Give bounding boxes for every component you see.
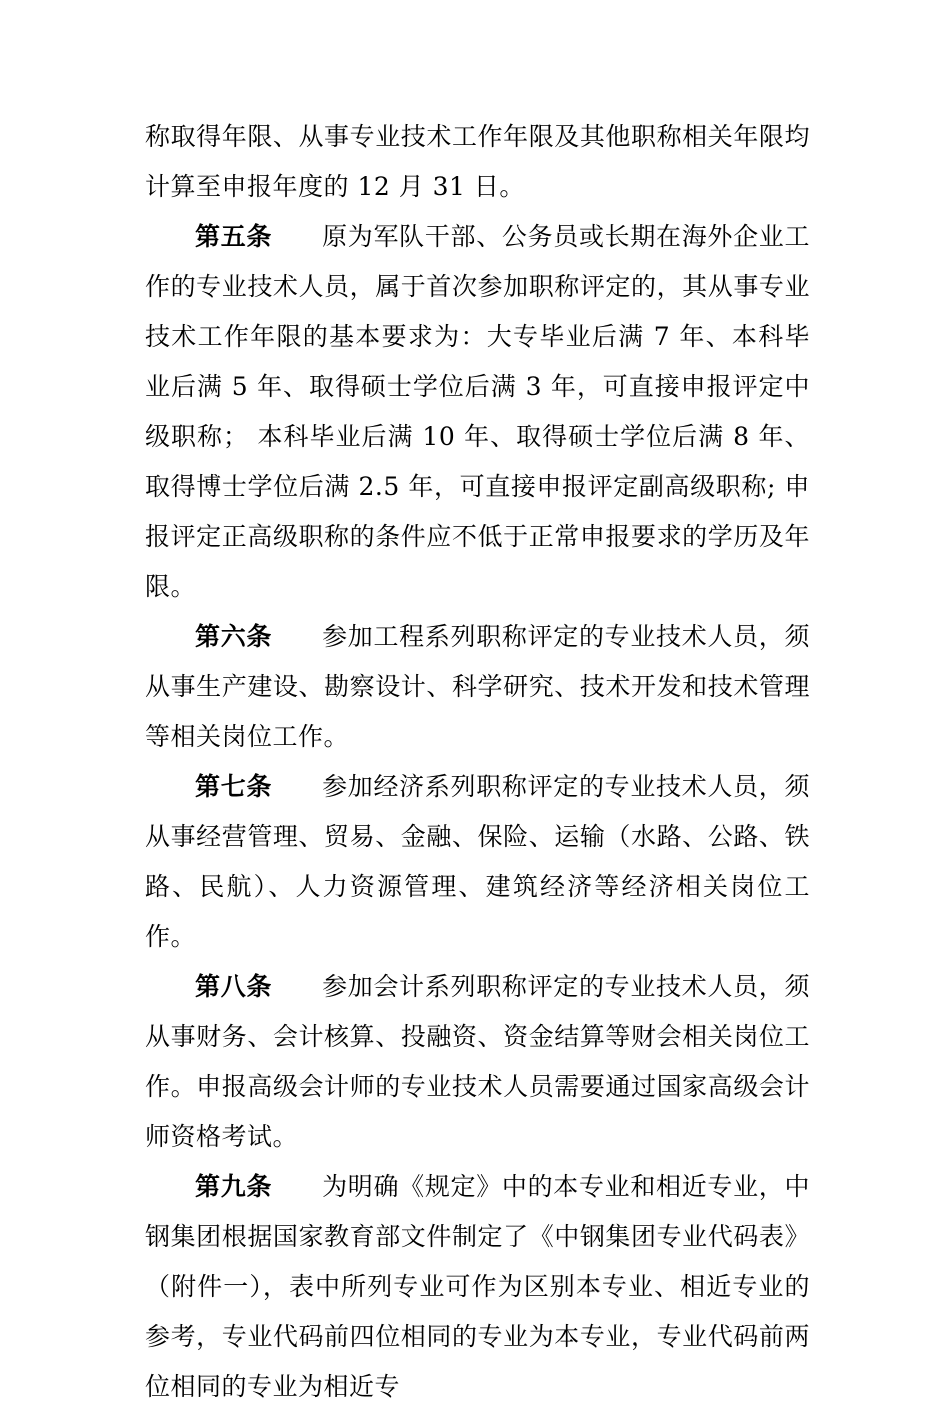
article-heading: 第七条 xyxy=(195,772,273,801)
article-text: 为明确《规定》中的本专业和相近专业，中钢集团根据国家教育部文件制定了《中钢集团专业代码表》（附件一），表中所列专业可作为区别本专业、相近专业的参考，专业代码前四位相同的专业为本专业，专业代码前两位相同的专业为相近专 xyxy=(145,1172,810,1401)
article-heading: 第五条 xyxy=(195,222,273,251)
article-heading: 第八条 xyxy=(195,972,273,1001)
article-5 xyxy=(145,212,810,612)
article-text: 参加经济系列职称评定的专业技术人员，须从事经营管理、贸易、金融、保险、运输（水路、公路、铁路、民航）、人力资源管理、建筑经济等经济相关岗位工作。 xyxy=(145,772,810,951)
article-6 xyxy=(145,612,810,762)
document-body xyxy=(145,112,810,1412)
article-8 xyxy=(145,962,810,1162)
article-heading: 第六条 xyxy=(195,622,273,651)
article-text: 参加工程系列职称评定的专业技术人员，须从事生产建设、勘察设计、科学研究、技术开发和技术管理等相关岗位工作。 xyxy=(145,622,810,751)
article-7 xyxy=(145,762,810,962)
paragraph-text: 称取得年限、从事专业技术工作年限及其他职称相关年限均计算至申报年度的 12 月 31 日。 xyxy=(145,122,810,201)
article-9 xyxy=(145,1162,810,1412)
paragraph-continuation xyxy=(145,112,810,212)
article-text: 原为军队干部、公务员或长期在海外企业工作的专业技术人员，属于首次参加职称评定的，其从事专业技术工作年限的基本要求为：大专毕业后满 7 年、本科毕业后满 5 年、取得硕士学位后满 3 年，可直接申报评定中级职称； 本科毕业后满 10 年、取得硕士学位后满 8 年、取得博士学位后满 2.5 年，可直接申报评定副高级职称; 申报评定正高级职称的条件应不低于正常申报要求的学历及年限。 xyxy=(145,222,810,601)
article-text: 参加会计系列职称评定的专业技术人员，须从事财务、会计核算、投融资、资金结算等财会相关岗位工作。申报高级会计师的专业技术人员需要通过国家高级会计师资格考试。 xyxy=(145,972,810,1151)
article-heading: 第九条 xyxy=(195,1172,273,1201)
